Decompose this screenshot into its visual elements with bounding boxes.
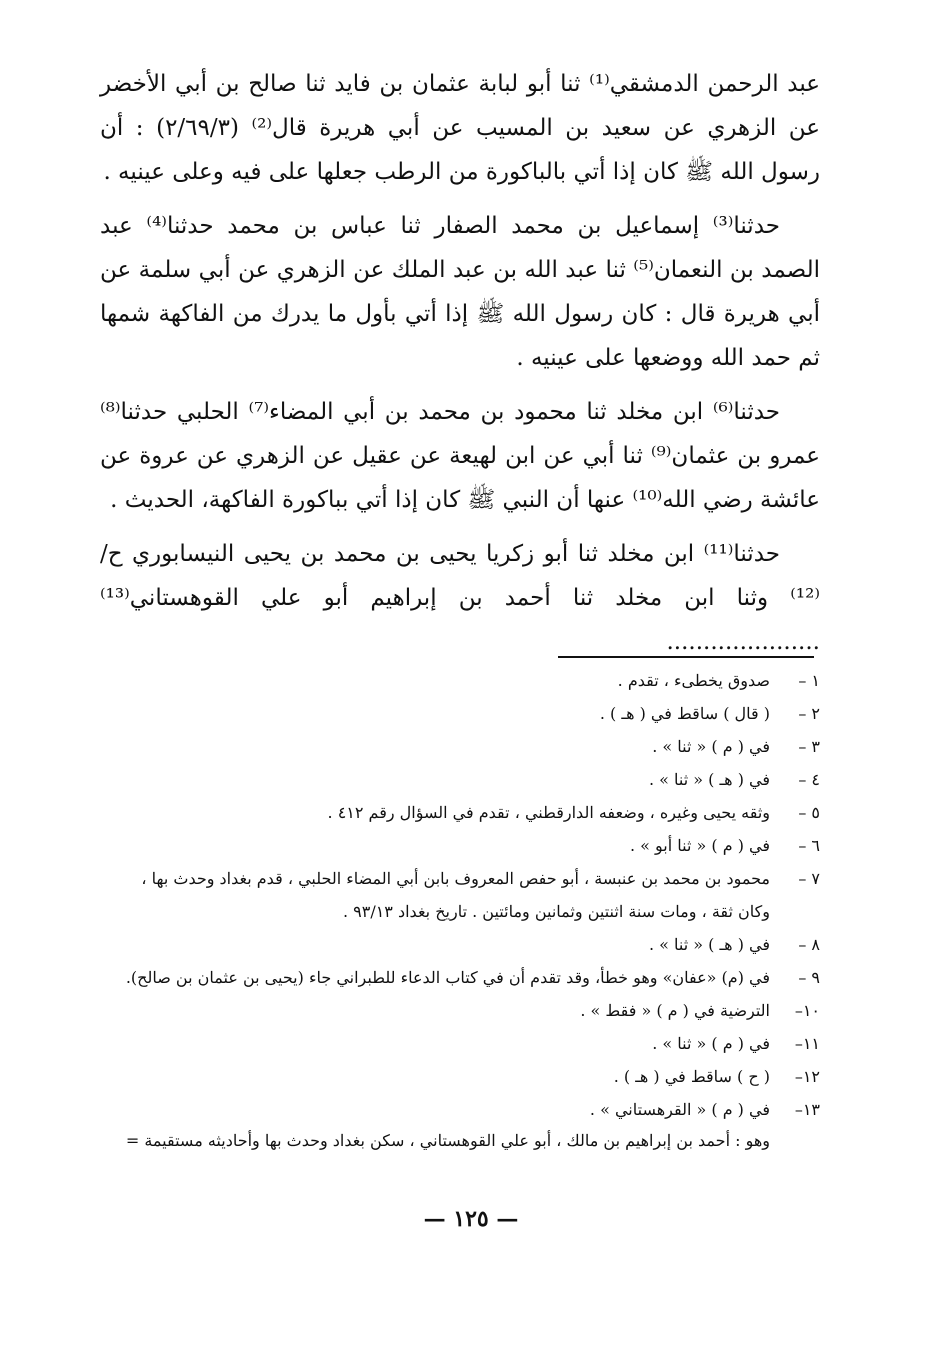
paragraph-3: حدثنا⁽⁶⁾ ابن مخلد ثنا محمود بن محمد بن أبي المضاء⁽⁷⁾ الحلبي حدثنا⁽⁸⁾ عمرو بن عثمان⁽⁹⁾ ثنا أبي عن ابن لهيعة عن عقيل عن الزهري عن عروة عن عائشة رضي الله⁽¹⁰⁾ عنها أن النبي ﷺ كان إذا أتي بباكورة الفاكهة، الحديث . (100, 399, 821, 513)
footnote-13-continuation: وهو : أحمد بن إبراهيم بن مالك ، أبو علي القوهستاني ، سكن بغداد وحدث بها وأحاديثه مستقيمة = (125, 1131, 770, 1150)
footnote-9 (108, 961, 820, 994)
footnote-11 (108, 1027, 820, 1060)
footnote-text: في ( م ) « القرهستاني » . (589, 1100, 770, 1119)
footnote-10 (108, 994, 820, 1027)
footnote-number: ٧ – (798, 869, 820, 888)
footnote-number: ٨ – (798, 935, 820, 954)
footnote-text: في ( م ) « ثنا أبو » . (629, 836, 770, 855)
footnote-text: ( ح ) ساقط في ( هـ ) . (613, 1067, 770, 1086)
footnote-text: الترضية في ( م ) « فقط » . (580, 1001, 770, 1020)
paragraph-2: حدثنا⁽³⁾ إسماعيل بن محمد الصفار ثنا عباس بن محمد حدثنا⁽⁴⁾ عبد الصمد بن النعمان⁽⁵⁾ ثنا عبد الله بن عبد الملك عن الزهري عن أبي سلمة عن أبي هريرة قال : كان رسول الله ﷺ إذا أتي بأول ما يدرك من الفاكهة شمها ثم حمد الله ووضعها على عينيه . (100, 213, 820, 371)
footnote-number: ٤ – (798, 770, 820, 789)
footnote-7 (108, 862, 820, 895)
footnote-3 (108, 730, 820, 763)
footnote-number: ٩ – (798, 968, 820, 987)
footnote-text: في ( هـ ) « ثنا » . (648, 770, 770, 789)
footnote-1 (108, 664, 820, 697)
footnote-12 (108, 1060, 820, 1093)
footnote-6 (108, 829, 820, 862)
footnote-text: في ( م ) « ثنا » . (652, 1034, 770, 1053)
footnote-number: ١١– (794, 1034, 820, 1053)
footnote-text: محمود بن محمد بن عنبسة ، أبو حفص المعروف بابن أبي المضاء الحلبي ، قدم بغداد وحدث بها ، (141, 869, 770, 888)
footnote-number: ١٠– (794, 1001, 820, 1020)
footnote-text: ( قال ) ساقط في ( هـ ) . (599, 704, 770, 723)
footnote-text: في ( هـ ) « ثنا » . (648, 935, 770, 954)
footnote-number: ١٣– (794, 1100, 820, 1119)
paragraph-4: حدثنا⁽¹¹⁾ ابن مخلد ثنا أبو زكريا يحيى بن محمد بن يحيى النيسابوري ح/⁽¹²⁾ وثنا ابن مخلد ثنا أحمد بن إبراهيم أبو علي القوهستاني⁽¹³⁾ ..................... (100, 541, 820, 655)
footnotes (108, 664, 820, 1156)
footnote-text: في ( م ) « ثنا » . (652, 737, 770, 756)
footnote-5 (108, 796, 820, 829)
footnote-2 (108, 697, 820, 730)
footnote-number: ١٢– (794, 1067, 820, 1086)
footnote-text: في (م) «عفان» وهو خطأ، وقد تقدم أن في كتاب الدعاء للطبراني جاء (يحيى بن عثمان بن صالح). (125, 968, 770, 987)
footnote-13 (108, 1093, 820, 1126)
footnote-number: ١ – (798, 671, 820, 690)
footnote-number: ٦ – (798, 836, 820, 855)
footnote-4 (108, 763, 820, 796)
paragraph-1: عبد الرحمن الدمشقي⁽¹⁾ ثنا أبو لبابة عثمان بن فايد ثنا صالح بن أبي الأخضر عن الزهري عن سعيد بن المسيب عن أبي هريرة قال⁽²⁾ (٢/٦٩/٣) : أن رسول الله ﷺ كان إذا أتي بالباكورة من الرطب جعلها على فيه وعلى عينيه . (100, 71, 821, 185)
main-text (100, 62, 820, 674)
footnote-number: ٥ – (798, 803, 820, 822)
footnote-text: صدوق يخطىء ، تقدم . (617, 671, 770, 690)
footnote-text: وثقه يحيى وغيره ، وضعفه الدارقطني ، تقدم في السؤال رقم ٤١٢ . (327, 803, 770, 822)
footnote-7-continuation: وكان ثقة ، ومات سنة اثنتين وثمانين ومائتين . تاريخ بغداد ٩٣/١٣ . (342, 902, 770, 921)
footnote-8 (108, 928, 820, 961)
footnote-number: ٣ – (798, 737, 820, 756)
page-number: — ١٢٥ — (423, 1206, 519, 1232)
footnote-number: ٢ – (798, 704, 820, 723)
footnote-divider (558, 656, 814, 658)
